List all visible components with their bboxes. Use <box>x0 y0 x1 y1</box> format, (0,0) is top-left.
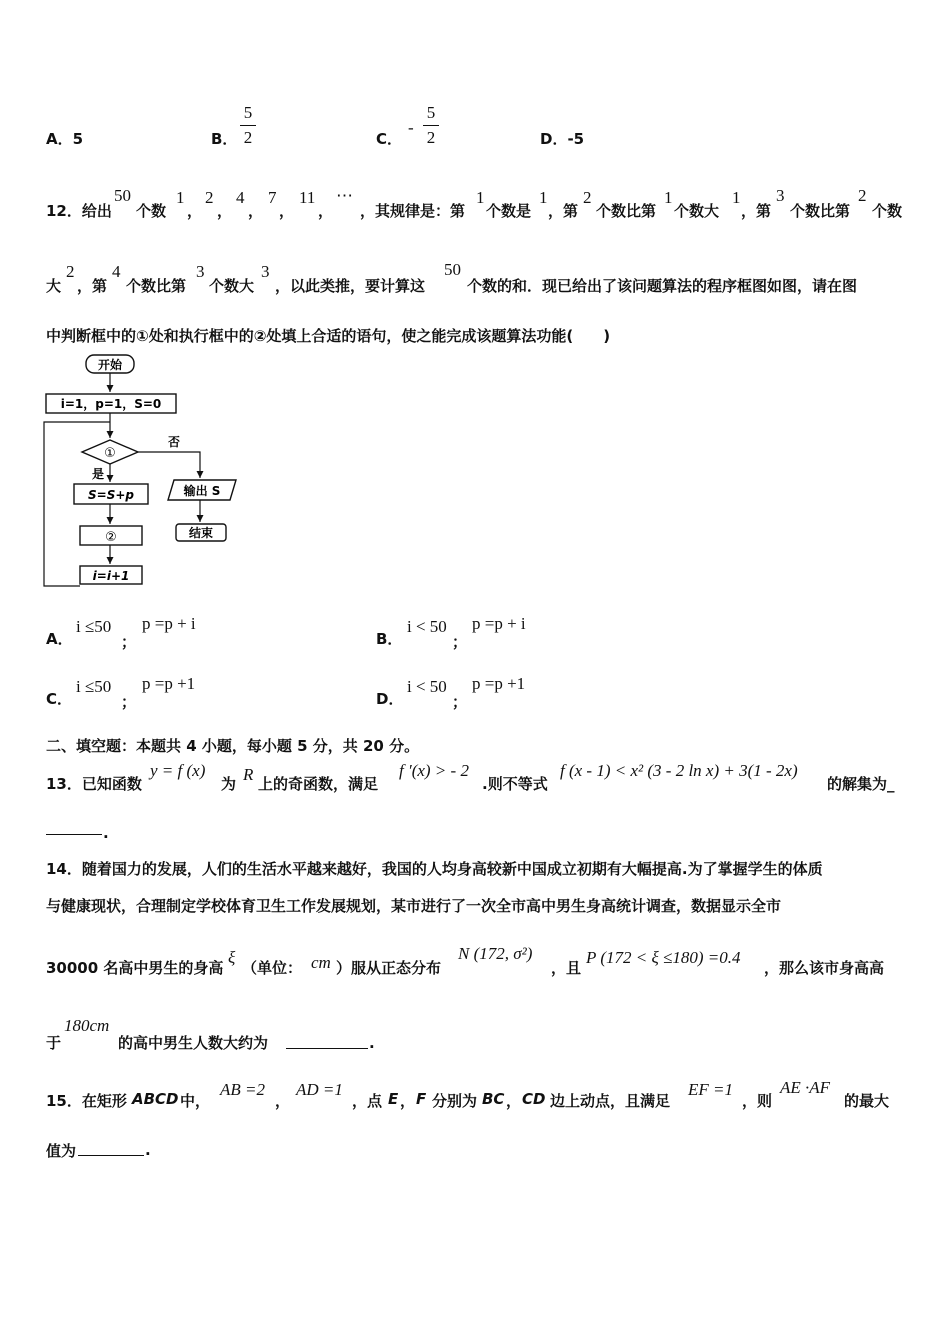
q12-option-a-label: A． <box>46 630 73 648</box>
flowchart-increment-label: i=i+1 <box>92 569 130 583</box>
q14-probability: P (172 < ξ ≤180) =0.4 <box>586 948 741 967</box>
q13-answer-blank <box>46 834 102 835</box>
q14-xi: ξ <box>228 948 236 967</box>
q15-text: 中， <box>180 1092 211 1110</box>
q11-option-b-fraction <box>240 103 256 148</box>
q15-answer-blank <box>78 1155 144 1156</box>
q12-option-c-stmt: p =p +1 <box>142 674 196 693</box>
q12-seq-5: 11 <box>299 188 316 207</box>
q15-cd: CD <box>522 1090 546 1108</box>
q11-option-b-label: B． <box>211 130 238 148</box>
q12-math: 50 <box>444 260 461 279</box>
q12-math: 2 <box>583 188 592 207</box>
q15-abcd: ABCD <box>132 1090 179 1108</box>
fraction-denominator: 2 <box>243 128 253 147</box>
q13-text: 的解集为_ <box>827 775 895 793</box>
q14-normal: N (172, σ²) <box>458 944 533 963</box>
q12-math: 1 <box>732 188 741 207</box>
q15-dot-product: AE ·AF <box>780 1078 831 1097</box>
fraction-bar <box>240 125 256 126</box>
q12-n50: 50 <box>114 186 131 205</box>
q12-seq-4: 7 <box>268 188 277 207</box>
q12-text: 个数 <box>872 202 903 220</box>
q14-end: . <box>369 1034 375 1052</box>
q15-ad: AD =1 <box>296 1080 343 1099</box>
q12-text: 个数是 <box>486 202 532 220</box>
q13-condition: f ′(x) > - 2 <box>399 761 469 780</box>
q13-func: y = f (x) <box>150 761 206 780</box>
q13-prefix: 13．已知函数 <box>46 775 142 793</box>
q15-text: ， <box>400 1092 416 1110</box>
q15-line2: 值为 <box>46 1142 77 1160</box>
q12-seq-ellipsis: ⋯ <box>336 186 353 205</box>
q12-option-a-stmt: p =p + i <box>142 614 196 633</box>
q13-inequality: f (x - 1) < x² (3 - 2 ln x) + 3(1 - 2x) <box>560 761 798 780</box>
q12-option-c-sep: ； <box>121 693 137 711</box>
q12-sep: ， <box>279 202 295 220</box>
fraction-numerator: 5 <box>243 103 253 122</box>
q12-sep: ， <box>248 202 264 220</box>
q12-option-d-cond: i < 50 <box>407 677 447 696</box>
q14-line2: 与健康现状，合理制定学校体育卫生工作发展规划，某市进行了一次全市高中男生身高统计调查，数据显示全市 <box>46 897 782 915</box>
q12-text: 个数比第 <box>126 277 187 295</box>
q14-text: ）服从正态分布 <box>336 959 442 977</box>
q11-option-a: A．5 <box>46 130 84 148</box>
fraction-denominator: 2 <box>426 128 436 147</box>
q12-seq-1: 1 <box>176 188 185 207</box>
q12-text: 个数比第 <box>596 202 657 220</box>
q13-R: R <box>243 765 254 784</box>
q12-text: 大 <box>46 277 62 295</box>
flowchart-start-label: 开始 <box>97 358 123 372</box>
q12-option-a-sep: ； <box>121 633 137 651</box>
q12-math: 2 <box>66 262 75 281</box>
q12-math: 1 <box>539 188 548 207</box>
q11-option-c-label: C． <box>376 130 403 148</box>
q12-option-b-cond: i < 50 <box>407 617 447 636</box>
q12-math: 1 <box>476 188 485 207</box>
q12-text: 个数比第 <box>790 202 851 220</box>
q12-option-b-stmt: p =p + i <box>472 614 526 633</box>
q12-option-a-cond: i ≤50 <box>76 617 112 636</box>
q15-text: ，则 <box>742 1092 773 1110</box>
q12-seq-2: 2 <box>205 188 214 207</box>
q14-line1: 14．随着国力的发展，人们的生活水平越来越好，我国的人均身高较新中国成立初期有大幅提高.为了掌握学生的体质 <box>46 860 823 878</box>
q15-bc: BC <box>482 1090 505 1108</box>
q11-option-d: D．-5 <box>540 130 585 148</box>
q14-cm: cm <box>311 953 331 972</box>
q12-text: 个数大 <box>209 277 255 295</box>
q13-text: .则不等式 <box>482 775 548 793</box>
q11-option-c-fraction <box>423 103 439 148</box>
q12-option-d-sep: ； <box>452 693 468 711</box>
q12-seq-3: 4 <box>236 188 245 207</box>
q14-text: 于 <box>46 1034 62 1052</box>
q12-math: 1 <box>664 188 673 207</box>
q12-text: ，第 <box>741 202 772 220</box>
q15-ab: AB =2 <box>220 1080 265 1099</box>
q14-text: ，且 <box>551 959 582 977</box>
q12-text: 个数大 <box>674 202 720 220</box>
q12-option-d-stmt: p =p +1 <box>472 674 526 693</box>
q14-text: （单位： <box>242 959 303 977</box>
q12-text: ，以此类推，要计算这 <box>275 277 426 295</box>
q12-sep: ， <box>187 202 203 220</box>
q15-text: 的最大 <box>844 1092 890 1110</box>
q12-line3: 中判断框中的①处和执行框中的②处填上合适的语句，使之能完成该题算法功能( ) <box>46 327 611 345</box>
q12-option-b-label: B． <box>376 630 403 648</box>
q12-count-text: 个数 <box>136 202 167 220</box>
q12-math: 3 <box>196 262 205 281</box>
q15-end: . <box>145 1141 151 1159</box>
section-heading: 二、填空题：本题共 4 小题，每小题 5 分，共 20 分。 <box>46 737 420 755</box>
flowchart-diagram <box>40 350 240 590</box>
q12-math: 4 <box>112 262 121 281</box>
q14-text: 的高中男生人数大约为 <box>118 1034 269 1052</box>
flowchart-init-label: i=1，p=1，S=0 <box>60 397 162 411</box>
q11-option-c-sign: - <box>408 118 414 137</box>
flowchart-cond-label: ① <box>104 446 116 461</box>
flowchart-end-label: 结束 <box>188 526 214 540</box>
flowchart-no-label: 否 <box>167 435 181 449</box>
q12-text: ，第 <box>77 277 108 295</box>
q15-e: E <box>388 1090 399 1108</box>
q12-text: ，第 <box>548 202 579 220</box>
q15-text: ， <box>506 1092 522 1110</box>
q14-text: 30000 名高中男生的身高 <box>46 959 224 977</box>
q12-option-d-label: D． <box>376 690 404 708</box>
q14-text: ，那么该市身高高 <box>764 959 885 977</box>
q15-text: ， <box>275 1092 291 1110</box>
q15-text: ，点 <box>352 1092 383 1110</box>
q12-text: 个数的和．现已给出了该问题算法的程序框图如图，请在图 <box>467 277 858 295</box>
flowchart-sum-label: S=S+p <box>88 488 134 502</box>
fraction-bar <box>423 125 439 126</box>
flowchart-yes-label: 是 <box>91 467 105 481</box>
q12-option-c-label: C． <box>46 690 73 708</box>
q12-option-b-sep: ； <box>452 633 468 651</box>
q12-option-c-cond: i ≤50 <box>76 677 112 696</box>
q12-sep: ， <box>318 202 334 220</box>
q15-prefix: 15．在矩形 <box>46 1092 127 1110</box>
q13-text: 为 <box>221 775 237 793</box>
flowchart-step2-label: ② <box>105 530 117 545</box>
q12-math: 2 <box>858 186 867 205</box>
q14-answer-blank <box>286 1048 368 1049</box>
q12-math: 3 <box>261 262 270 281</box>
q14-height: 180cm <box>64 1016 110 1035</box>
q12-sep: ， <box>217 202 233 220</box>
q15-text: 边上动点，且满足 <box>550 1092 671 1110</box>
q15-text: 分别为 <box>432 1092 478 1110</box>
q13-end: . <box>103 824 109 842</box>
q12-rule-text: ，其规律是：第 <box>360 202 466 220</box>
flowchart-output-label: 输出 S <box>183 484 221 498</box>
q15-f: F <box>416 1090 427 1108</box>
q12-prefix: 12．给出 <box>46 202 112 220</box>
fraction-numerator: 5 <box>426 103 436 122</box>
q12-math: 3 <box>776 186 785 205</box>
q15-ef: EF =1 <box>688 1080 733 1099</box>
q13-text: 上的奇函数，满足 <box>258 775 379 793</box>
